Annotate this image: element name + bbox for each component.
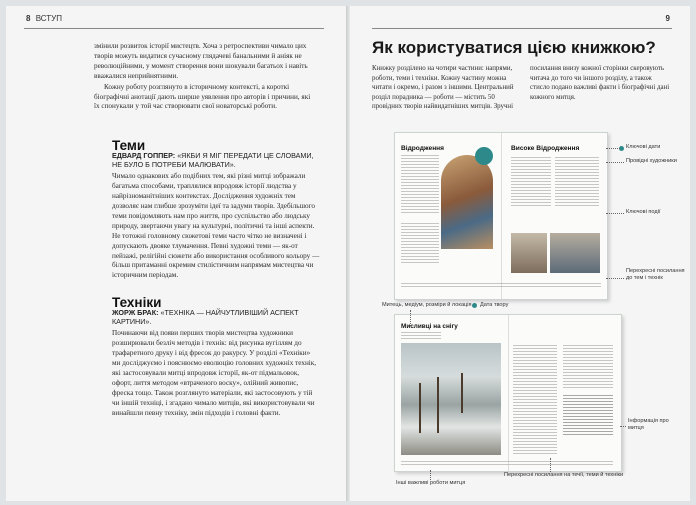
mock-text	[401, 223, 439, 263]
quote-author: ЖОРЖ БРАК:	[112, 307, 159, 317]
sample-spread-work	[394, 314, 622, 472]
techniques-quote	[112, 308, 320, 326]
callout-marker	[472, 303, 477, 308]
mock-meta	[401, 332, 441, 340]
callout-leader	[606, 162, 624, 163]
callout-leader	[550, 458, 551, 472]
quote-text: «ТЕХНІКА — НАЙЧУТЛИВІШИЙ АСПЕКТ КАРТИНИ».	[112, 307, 299, 327]
mock-text	[513, 345, 557, 455]
callout-cross-refs: Перехресні посилання до тем і технік	[626, 268, 685, 281]
intro-block	[94, 42, 316, 113]
callout-leader	[620, 426, 626, 427]
header-rule	[24, 28, 324, 29]
mock-tree	[419, 383, 421, 433]
mock-gutter	[501, 133, 502, 299]
section-label: ВСТУП	[35, 14, 62, 23]
techniques-text: Починаючи від появи перших творів мистецтва художники розширювали безліч методів і технік: від рисунка вугіллям до трафаретного друку і від фресок до ракурсу. У розділі «Техніки» ми досліджуємо і пояснюємо еволюцію головних художніх технік, які застосовували митці впродовж історії, як-от підмальовок, офорт, лиття методом «втраченого воску», олійний живопис, фреска тощо. Також розглянуто матеріали, які застосовують у тій чи іншій техніці, і згадано чимало митців, які використовували чи винайшли певну техніку, змін підходів і головні факти.	[112, 329, 317, 417]
callout-work-date: Дата твору	[480, 302, 509, 308]
mock-heading-left: Відродження	[401, 145, 445, 152]
themes-text: Чимало однакових або подібних тем, які різні митці зображали багатьма способами, траплялися впродовж історії людства у найрізноманітніших контекстах. Дослідження художніх тем дозволяє нам глибше зрозуміти ідеї та задуми творів. Здебільшого теми повідомляють нам про життя, про суспільство або людську природу, звертаючи увагу на культурні, політичні та інші аспекти. Не тотожні головному сюжетові теми часто чітко не визначені і допускають двояке тлумачення. Певні художні теми — як-от пейзажі, релігійні сюжети або використання особливого кольору — більш притаманні окремим стилістичним напрямам мистецтва чи історичним періодам.	[112, 172, 320, 280]
callout-leader	[606, 148, 620, 149]
mock-text	[511, 157, 551, 207]
techniques-section	[112, 296, 320, 419]
mock-heading: Мисливці на снігу	[401, 323, 458, 330]
right-page	[350, 6, 690, 501]
intro-paragraph: Кожну роботу розглянуто в історичному контексті, а короткі біографічні анотації дають ширше уявлення про авторів і причини, які їх спонукали у той час створювати свої новаторські роботи.	[94, 82, 311, 111]
callout-cross-refs-bottom: Перехресні посилання на течії, теми й техніки	[504, 472, 624, 478]
mock-date-circle	[475, 147, 493, 165]
callout-leader	[430, 470, 431, 480]
themes-quote	[112, 151, 320, 169]
sample-spread-movement	[394, 132, 608, 300]
quote-text: «ЯКБИ Я МІГ ПЕРЕДАТИ ЦЕ СЛОВАМИ, НЕ БУЛО Б ПОТРЕБИ МАЛЮВАТИ».	[112, 150, 314, 170]
callout-leading-artists: Провідні художники	[626, 158, 677, 164]
intro-column-2: посилання внизу кожної сторінки скеровують читача до того чи іншого розділу, а також стисло подано важливі факти і біографічні дані кожного митця.	[530, 65, 670, 101]
mock-image-interior	[550, 233, 600, 273]
page-number: 8	[26, 14, 31, 23]
mock-text	[555, 157, 599, 207]
callout-artist-info: Інформація про митця	[628, 418, 669, 431]
left-folio	[26, 14, 62, 23]
mock-artist-bio	[563, 395, 613, 435]
header-rule	[372, 28, 672, 29]
callout-leader	[606, 278, 624, 279]
callout-leader	[410, 310, 411, 326]
page-title: Як користуватися цією книжкою?	[372, 38, 656, 57]
mock-painting-hunters	[401, 343, 501, 455]
callout-other-works: Інші важливі роботи митця	[396, 480, 466, 486]
callout-artist-meta: Митець, медіум, розміри й локація	[382, 302, 472, 308]
themes-heading: Теми	[112, 138, 146, 153]
callout-key-dates: Ключові дати	[626, 144, 661, 150]
mock-text	[401, 155, 439, 215]
mock-crossref-bar	[401, 461, 613, 465]
mock-image-architecture	[511, 233, 547, 273]
page-number: 9	[665, 14, 670, 23]
techniques-heading: Техніки	[112, 295, 162, 310]
mock-text	[563, 345, 613, 389]
left-page	[6, 6, 346, 501]
intro-paragraph: змінили розвиток історії мистецтв. Хоча з ретроспективи чимало цих творів можуть видатися сучасному глядачеві банальними й аніяк не революційними, у момент створення вони шокували багатьох і навіть вважалися неприйнятними.	[94, 42, 308, 80]
themes-section	[112, 139, 320, 282]
mock-tree	[437, 377, 439, 433]
mock-gutter	[508, 315, 509, 471]
intro-column-1: Книжку розділено на чотири частини: напрями, роботи, теми і техніки. Кожну частину можна читати і окремо, і разом з іншими. Центральний розділ порадника — роботи — містить 50 провідних творів найвидатніших митців. Зручні	[372, 65, 514, 111]
mock-crossref-bar	[401, 283, 601, 289]
mock-tree	[461, 373, 463, 413]
callout-key-events: Ключові події	[626, 209, 661, 215]
quote-author: ЕДВАРД ГОППЕР:	[112, 150, 176, 160]
mock-heading-right: Високе Відродження	[511, 145, 580, 152]
callout-leader	[606, 213, 624, 214]
mock-painting-madonna	[441, 155, 493, 249]
